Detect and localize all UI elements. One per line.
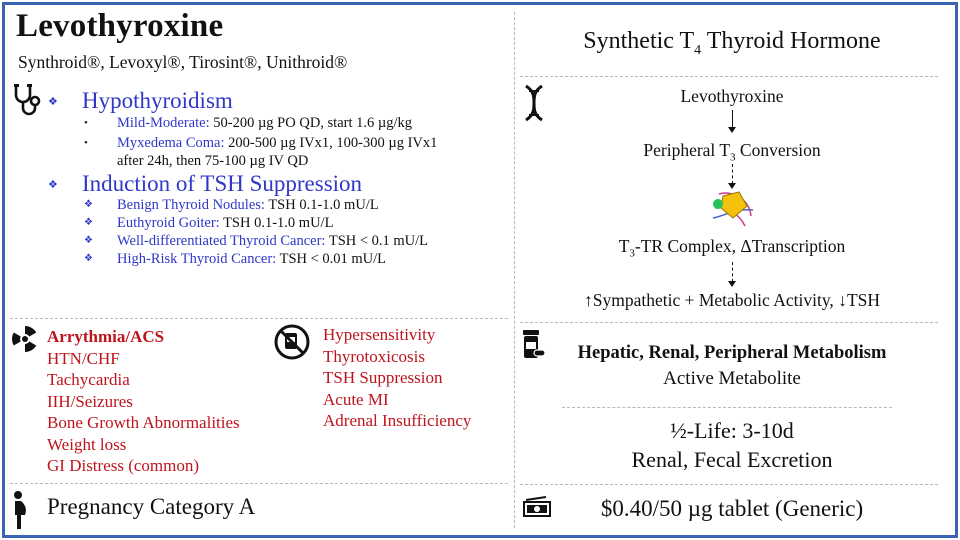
indication-detail: Myxedema Coma: 200-500 µg IVx1, 100-300 µg IVx1 — [117, 135, 438, 151]
drug-class-heading: Synthetic $T_4$ Thyroid Hormone — [583, 28, 881, 58]
indication-detail: Mild-Moderate: 50-200 µg PO QD, start 1.6 µg/kg — [117, 115, 413, 131]
drug-title: Levothyroxine — [16, 8, 224, 44]
divider-left-1 — [10, 318, 508, 319]
pk-excretion: Renal, Fecal Excretion — [631, 447, 833, 472]
adverse-item: GI Distress (common) — [47, 456, 200, 475]
arrow-3 — [732, 262, 733, 282]
diamond-bullet-icon: ❖ — [84, 235, 93, 246]
diamond-bullet-icon: ❖ — [84, 217, 93, 228]
contraindication-item: Hypersensitivity — [323, 325, 436, 344]
contraindication-item: Thyrotoxicosis — [323, 346, 425, 366]
bullet-icon: • — [84, 137, 88, 149]
adverse-effects-list — [47, 326, 287, 477]
indication-detail: Benign Thyroid Nodules: TSH 0.1-1.0 mU/L — [117, 197, 379, 213]
stethoscope-icon — [12, 84, 44, 125]
pk-half-life: ½-Life: 3-10d — [670, 418, 794, 443]
mechanism-step-conversion: Peripheral $T_3$ Conversion — [643, 140, 821, 164]
adverse-item: Bone Growth Abnormalities — [47, 413, 240, 432]
arrow-1-head — [728, 127, 736, 133]
indication-detail: High-Risk Thyroid Cancer: TSH < 0.01 mU/L — [117, 251, 387, 267]
pk-metabolite: Active Metabolite — [663, 368, 801, 389]
pk-metabolism: Hepatic, Renal, Peripheral Metabolism — [577, 343, 887, 363]
divider-left-2 — [10, 483, 508, 484]
mechanism-drug: Levothyroxine — [680, 86, 784, 106]
contraindication-item: TSH Suppression — [323, 368, 443, 387]
arrow-down-icon: ↓ — [838, 290, 847, 310]
pregnancy-category: Pregnancy Category A — [47, 494, 256, 519]
receptor-complex-icon — [709, 188, 757, 233]
brand-names: Synthroid®, Levoxyl®, Tirosint®, Unithroid® — [18, 52, 348, 72]
indication-detail: Euthyroid Goiter: TSH 0.1-1.0 mU/L — [117, 215, 334, 231]
contraindication-item: Acute MI — [323, 389, 389, 409]
indication-detail: Well-differentiated Thyroid Cancer: TSH < 0.1 mU/L — [117, 233, 429, 249]
contraindication-item: Adrenal Insufficiency — [323, 411, 472, 430]
adverse-item: Tachycardia — [47, 370, 130, 389]
divider-right-4 — [520, 484, 938, 485]
divider-right-2 — [520, 322, 938, 323]
arrow-3-head — [728, 281, 736, 287]
adverse-item: IIH/Seizures — [47, 391, 133, 411]
bullet-icon: • — [84, 117, 88, 129]
divider-right-1 — [520, 76, 938, 77]
contraindications-list — [323, 324, 513, 432]
column-divider — [514, 12, 515, 528]
indication-tsh-suppression: Induction of TSH Suppression — [82, 171, 363, 196]
diamond-bullet-icon: ❖ — [84, 199, 93, 210]
arrow-1 — [732, 110, 733, 128]
arrow-up-icon: ↑ — [584, 290, 593, 310]
divider-right-3 — [562, 407, 892, 408]
diamond-bullet-icon: ❖ — [48, 179, 58, 191]
radiation-icon — [10, 324, 40, 359]
pregnant-woman-icon — [10, 490, 28, 535]
mechanism-step-transcription: $T_3-TR$ Complex, ΔTranscription — [618, 236, 846, 260]
cost: $0.40/50 µg tablet (Generic) — [600, 496, 864, 521]
indication-detail-cont: after 24h, then 75-100 µg IV QD — [117, 153, 309, 169]
arrow-2 — [732, 164, 733, 184]
adverse-item: Weight loss — [47, 434, 127, 454]
diamond-bullet-icon: ❖ — [84, 253, 93, 264]
adverse-item: HTN/CHF — [47, 348, 120, 368]
diamond-bullet-icon: ❖ — [48, 96, 58, 108]
no-pills-icon — [274, 324, 310, 365]
indication-hypothyroidism: Hypothyroidism — [82, 88, 233, 113]
adverse-item: Arrythmia/ACS — [47, 327, 165, 346]
mechanism-step-effect: ↑Sympathetic + Metabolic Activity, ↓TSH — [584, 290, 880, 310]
